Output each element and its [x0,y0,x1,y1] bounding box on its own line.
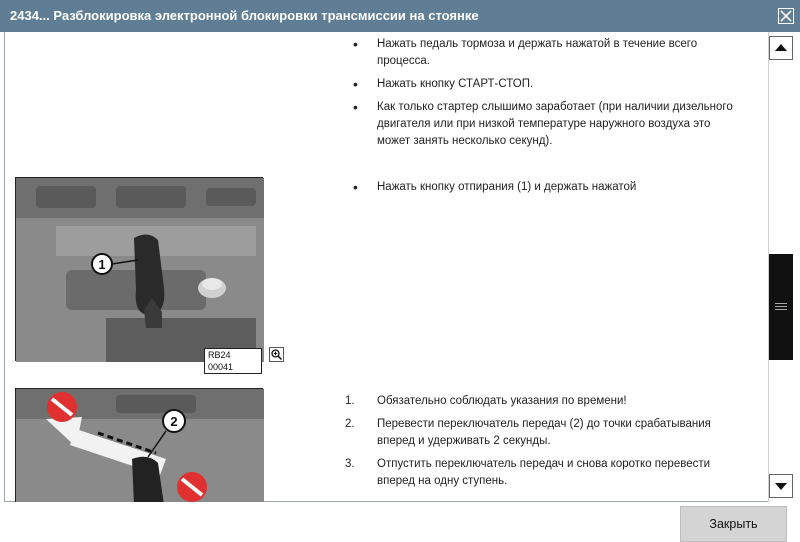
vertical-scrollbar[interactable] [768,32,794,502]
triangle-up-icon [770,37,792,59]
step3-list [345,393,745,496]
scroll-down-button[interactable] [769,474,793,498]
list-item: • Нажать кнопку СТАРТ-СТОП. [349,76,744,93]
scroll-thumb[interactable] [769,254,793,360]
list-item [345,393,745,410]
step1-list [349,36,744,156]
shift-forward-illustration [16,389,264,505]
window-title: 2434... Разблокировка электронной блокировки трансмиссии на стоянке [10,8,479,23]
zoom-icon[interactable] [269,347,284,362]
triangle-down-icon [770,475,792,497]
list-number: 3. [345,458,355,470]
list-item: • Как только стартер слышимо заработает (при наличии дизельного двигателя или при низкой температуре наружного воздуха это может занять несколько секунд). [349,99,744,150]
gear-selector-illustration [16,178,264,362]
procedure-content[interactable] [4,32,769,502]
title-bar [0,0,800,32]
figure-gear-selector-shift [15,388,263,504]
dialog-footer [0,502,800,542]
list-text: Перевести переключатель передач (2) до точки срабатывания вперед и удерживать 2 секунды. [377,418,711,447]
callout-1: 1 [98,257,106,272]
list-item: • Нажать педаль тормоза и держать нажатой в течение всего процесса. [349,36,744,70]
window-close-icon[interactable] [778,8,794,24]
step2-list [349,179,744,202]
list-text: Отпустить переключатель передач и снова коротко перевести вперед на одну ступень. [377,458,711,487]
list-text: Обязательно соблюдать указания по времени! [377,395,627,407]
list-item [345,416,745,450]
list-number: 1. [345,395,355,407]
figure-label: RB24 00041 [204,348,262,374]
list-item: • Нажать кнопку отпирания (1) и держать нажатой [349,179,744,196]
figure-gear-selector-unlock [15,177,263,372]
callout-2: 2 [170,414,178,429]
scroll-up-button[interactable] [769,36,793,60]
list-number: 2. [345,418,355,430]
list-item [345,456,745,490]
close-button[interactable]: Закрыть [680,506,787,542]
